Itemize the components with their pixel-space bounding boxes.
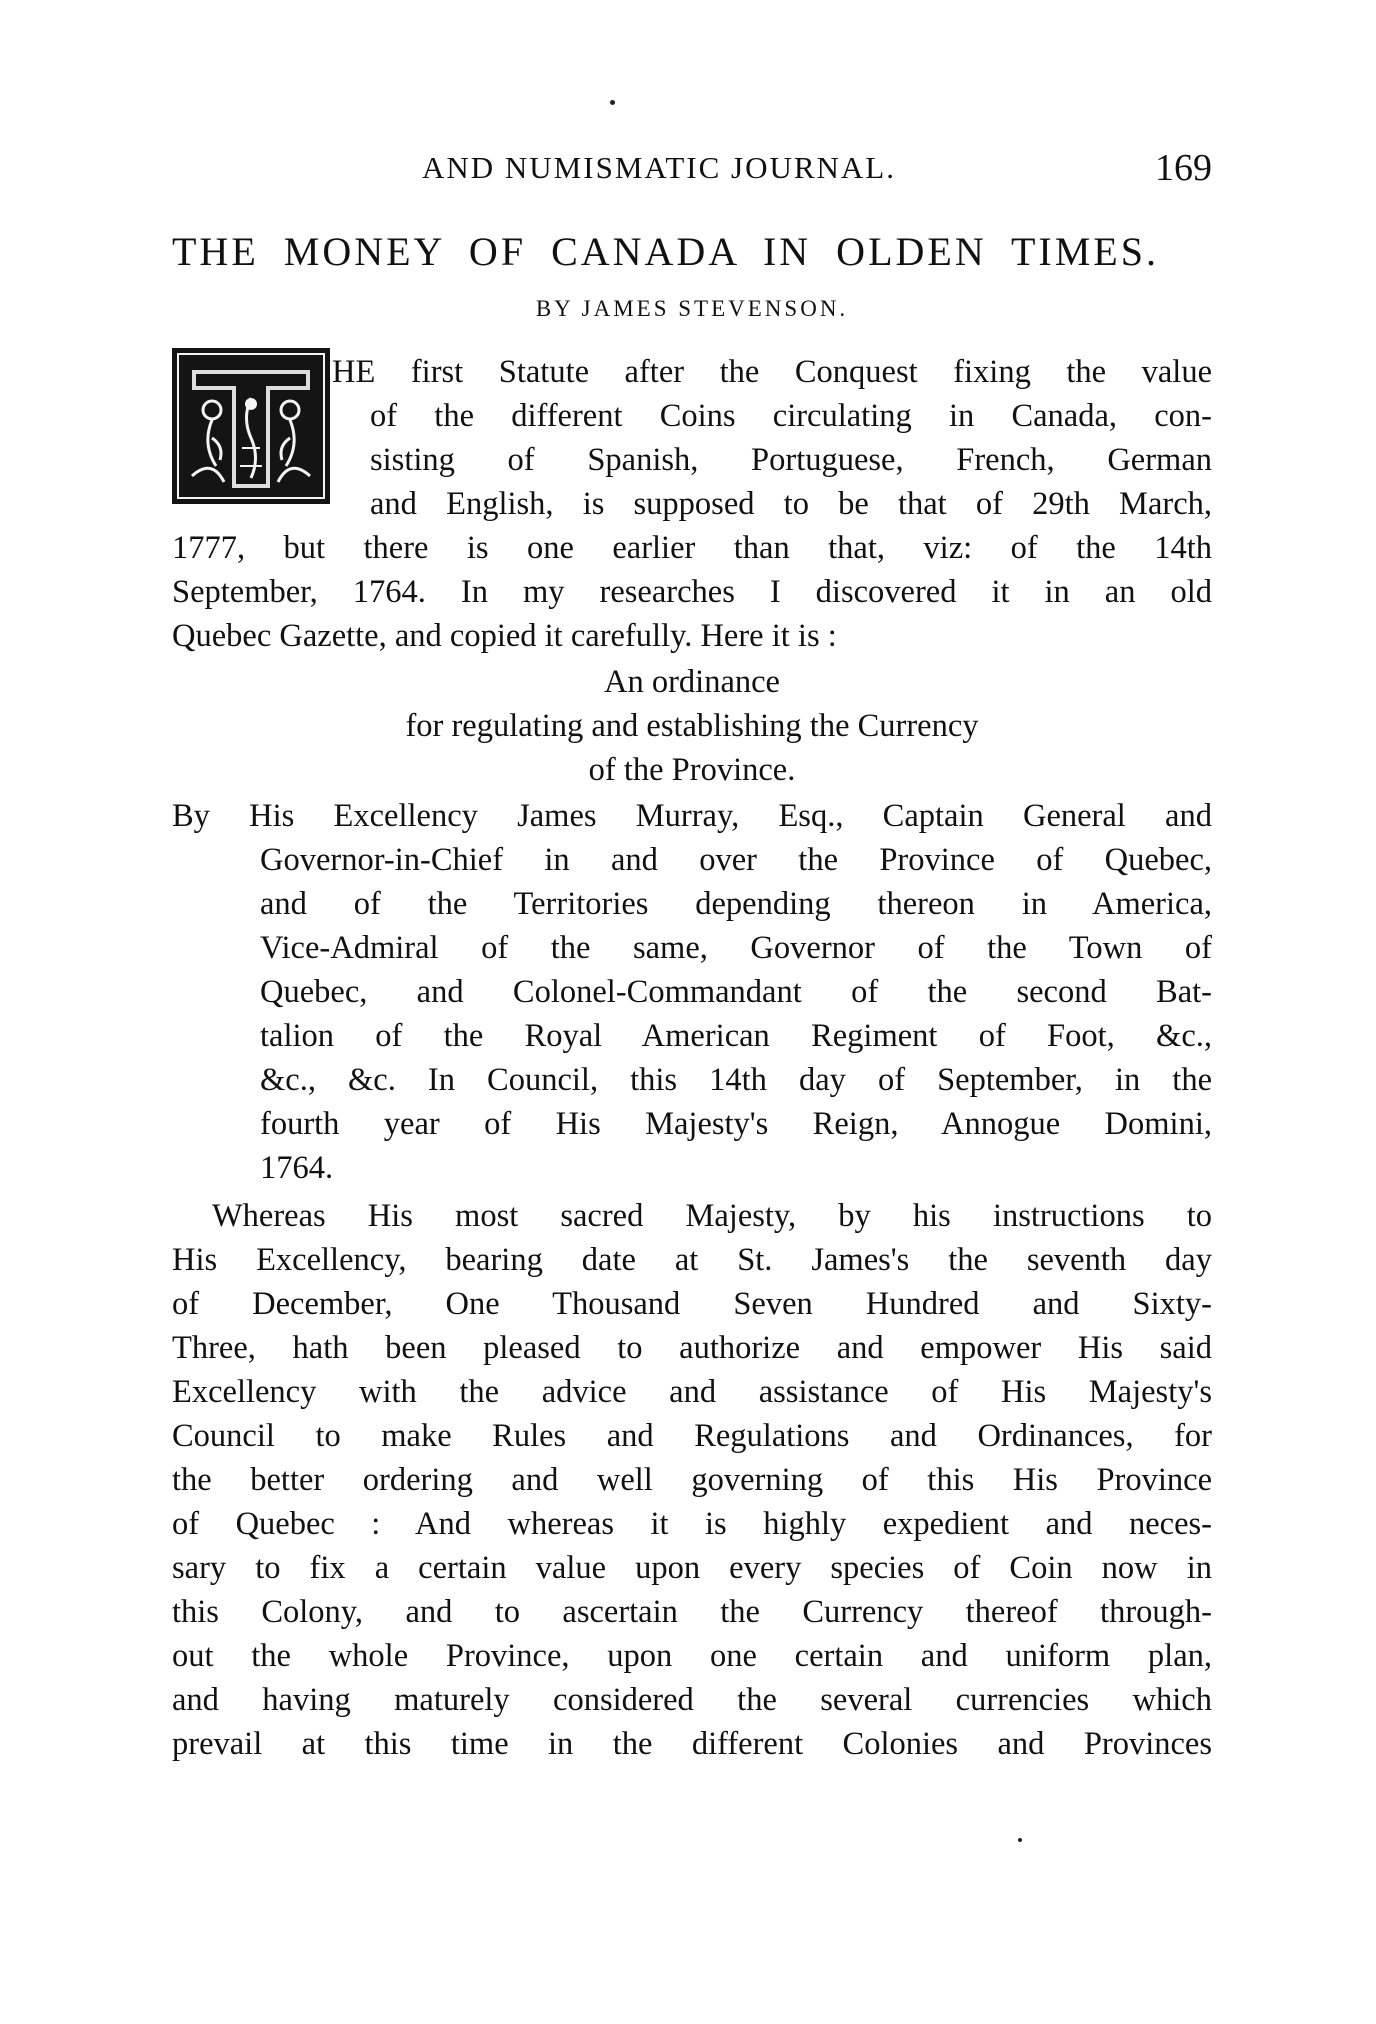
body-line: 1764. (260, 1150, 334, 1186)
body-line: of the different Coins circulating in Canada, con- (370, 398, 1212, 434)
body-line: talion of the Royal American Regiment of Foot, &c., (260, 1018, 1212, 1054)
body-line: and having maturely considered the several currencies which (172, 1682, 1212, 1718)
body-line: Council to make Rules and Regulations and Ordinances, for (172, 1418, 1212, 1454)
drop-cap-ornament-icon (172, 348, 330, 504)
body-line: September, 1764. In my researches I discovered it in an old (172, 574, 1212, 610)
ornamental-drop-cap (172, 348, 330, 504)
body-line: &c., &c. In Council, this 14th day of September, in the (260, 1062, 1212, 1098)
body-line: of Quebec : And whereas it is highly expedient and neces- (172, 1506, 1212, 1542)
body-line: sary to fix a certain value upon every species of Coin now in (172, 1550, 1212, 1586)
running-head (172, 147, 1212, 194)
body-line: prevail at this time in the different Colonies and Provinces (172, 1726, 1212, 1762)
body-line: the better ordering and well governing of this His Province (172, 1462, 1212, 1498)
bottom-printer-mark (1018, 1838, 1022, 1842)
body-line: Governor-in-Chief in and over the Province of Quebec, (260, 842, 1212, 878)
body-line: and of the Territories depending thereon in America, (260, 886, 1212, 922)
body-line: Excellency with the advice and assistance of His Majesty's (172, 1374, 1212, 1410)
body-line: Three, hath been pleased to authorize and empower His said (172, 1330, 1212, 1366)
body-line: fourth year of His Majesty's Reign, Annogue Domini, (260, 1106, 1212, 1142)
top-printer-mark (610, 100, 615, 105)
body-line: out the whole Province, upon one certain and uniform plan, (172, 1638, 1212, 1674)
page-number: 169 (1155, 147, 1212, 189)
body-line: this Colony, and to ascertain the Currency thereof through- (172, 1594, 1212, 1630)
ordinance-heading-line: for regulating and establishing the Currency (405, 708, 979, 744)
article-byline: BY JAMES STEVENSON. (535, 296, 849, 321)
body-line: sisting of Spanish, Portuguese, French, German (370, 442, 1212, 478)
body-line: and English, is supposed to be that of 29th March, (370, 486, 1212, 522)
body-line: His Excellency, bearing date at St. James's the seventh day (172, 1242, 1212, 1278)
body-line: Whereas His most sacred Majesty, by his instructions to (212, 1198, 1212, 1234)
body-line: Vice-Admiral of the same, Governor of the Town of (260, 930, 1212, 966)
running-head-title: AND NUMISMATIC JOURNAL. (422, 150, 896, 185)
body-line: HE first Statute after the Conquest fixing the value (332, 354, 1212, 390)
ordinance-heading-line: of the Province. (588, 752, 796, 788)
article-title: THE MONEY OF CANADA IN OLDEN TIMES. (172, 229, 1159, 274)
ordinance-heading-line: An ordinance (604, 664, 780, 700)
body-line: 1777, but there is one earlier than that, viz: of the 14th (172, 530, 1212, 566)
body-line: Quebec, and Colonel-Commandant of the second Bat- (260, 974, 1212, 1010)
body-line: Quebec Gazette, and copied it carefully. Here it is : (172, 618, 837, 654)
document-page (172, 0, 1212, 2024)
body-line: By His Excellency James Murray, Esq., Captain General and (172, 798, 1212, 834)
body-line: of December, One Thousand Seven Hundred and Sixty- (172, 1286, 1212, 1322)
